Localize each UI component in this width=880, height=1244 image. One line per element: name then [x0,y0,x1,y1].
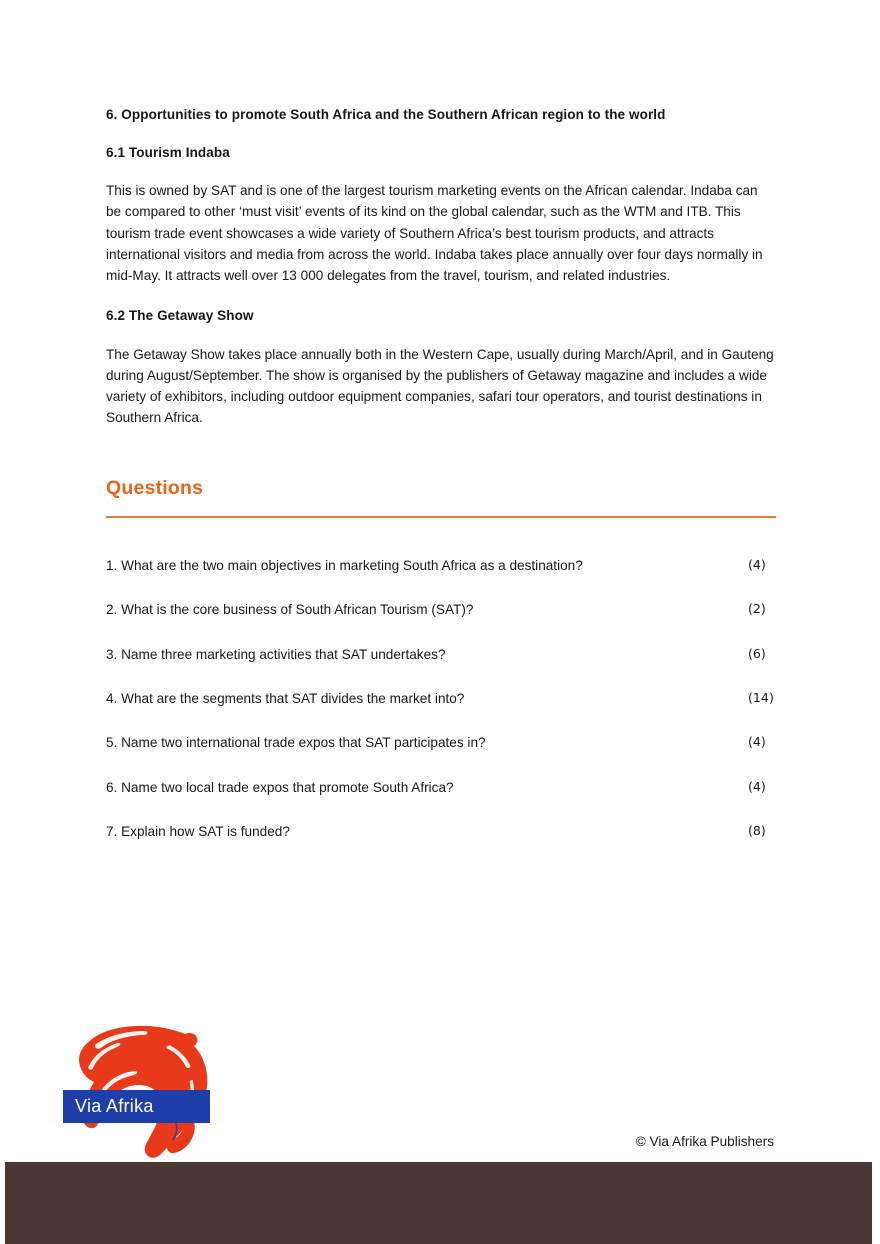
question-marks: (4) [748,556,766,572]
question-text: 7. Explain how SAT is funded? [106,824,290,840]
question-item [106,822,776,842]
document-content [106,105,776,843]
question-item [106,733,776,753]
question-text: 2. What is the core business of South African Tourism (SAT)? [106,602,474,618]
question-text: 3. Name three marketing activities that SAT undertakes? [106,646,446,662]
subsection-body-6-2: The Getaway Show takes place annually both in the Western Cape, usually during March/April, and in Gauteng during August/September. The show is organised by the publishers of Getaway magazine and includes a wide variety of exhibitors, including outdoor equipment companies, safari tour operators, and tourist destinations in Southern Africa. [106,346,774,426]
question-text: 1. What are the two main objectives in marketing South Africa as a destination? [106,557,583,573]
question-item [106,600,776,620]
question-item [106,689,776,709]
questions-section-title: Questions [106,476,204,499]
copyright-text: © Via Afrika Publishers [635,1134,774,1149]
spacer [106,500,776,516]
question-text: 6. Name two local trade expos that promote South Africa? [106,779,454,795]
question-item [106,645,776,665]
via-afrika-logo [63,1022,221,1162]
question-text: 5. Name two international trade expos that SAT participates in? [106,735,486,751]
spacer [106,518,776,556]
footer-bar [5,1162,872,1244]
questions-list [106,556,776,843]
subsection-heading-6-1: 6.1 Tourism Indaba [106,144,230,160]
subsection-body-6-1: This is owned by SAT and is one of the largest tourism marketing events on the African calendar. Indaba can be compared to other ‘must visit’ events of its kind on the global calendar, such as the WTM and ITB. This tourism trade event showcases a wide variety of Southern Africa’s best tourism products, and attracts international visitors and media from across the world. Indaba takes place annually over four days normally in mid-May. It attracts well over 13 000 delegates from the travel, tourism, and related industries. [106,183,763,283]
question-marks: (6) [748,645,766,661]
question-text: 4. What are the segments that SAT divides the market into? [106,691,465,707]
question-marks: (14) [748,690,774,706]
question-marks: (8) [748,823,766,839]
logo-name-plate [63,1090,210,1123]
question-item [106,778,776,798]
section-heading-6: 6. Opportunities to promote South Africa and the Southern African region to the world [106,107,666,122]
logo-name-text: Via Afrika [75,1096,154,1116]
spacer [106,449,776,477]
question-marks: (2) [748,601,766,617]
question-marks: (4) [748,734,766,750]
question-marks: (4) [748,778,766,794]
question-item [106,556,776,576]
subsection-heading-6-2: 6.2 The Getaway Show [106,308,254,324]
